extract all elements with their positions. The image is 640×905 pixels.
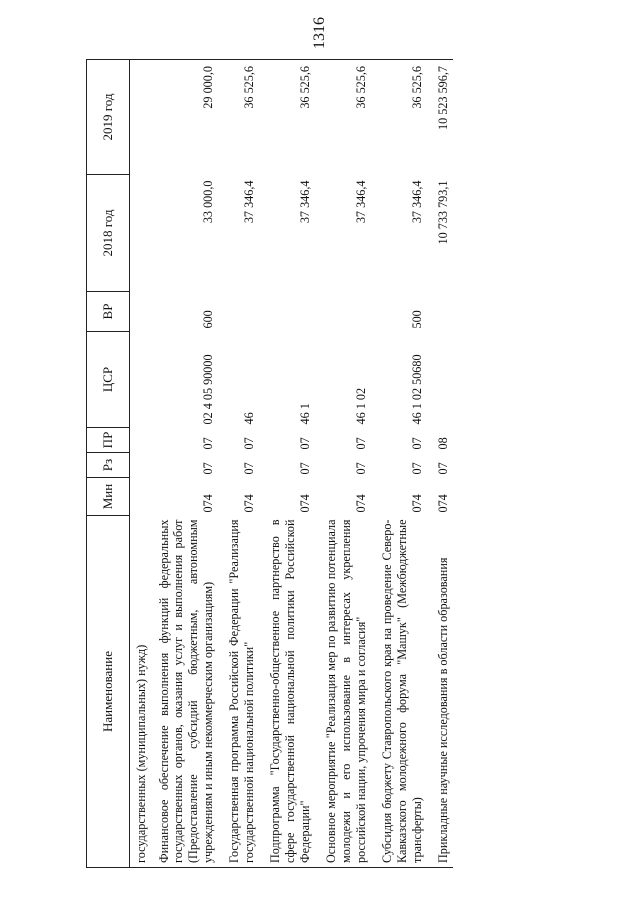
row-min: 074 bbox=[241, 494, 256, 513]
header-rz: Рз bbox=[87, 453, 130, 478]
row-name: Финансовое обеспечение выполнения функций федеральных государственных органов, оказания услуг и выполнения работ (Предоставление субсидий бюджетным, автономным учреждениям и иным некоммерческим организациям) bbox=[155, 516, 218, 868]
row-csr: 46 1 02 bbox=[353, 387, 368, 425]
continuation-text: государственных (муниципальных) нужд) bbox=[130, 516, 155, 868]
row-csr bbox=[434, 332, 453, 428]
row-2019: 29 000,0 bbox=[155, 60, 218, 175]
row-2018: 37 346,4 bbox=[241, 180, 256, 224]
row-rz: 07 bbox=[200, 462, 215, 475]
header-pr: ПР bbox=[87, 428, 130, 453]
row-2018: 37 346,4 bbox=[353, 180, 368, 224]
row-min: 074 bbox=[200, 494, 215, 513]
row-pr: 07 bbox=[409, 437, 424, 450]
table-row bbox=[266, 60, 314, 868]
header-2019: 2019 год bbox=[87, 60, 130, 175]
row-2019: 36 525,6 bbox=[266, 60, 314, 175]
row-name: Прикладные научные исследования в области образования bbox=[434, 516, 453, 868]
row-csr: 46 bbox=[241, 412, 256, 425]
row-csr: 02 4 05 90000 bbox=[200, 354, 215, 425]
row-vr: 600 bbox=[200, 310, 215, 329]
row-rz: 07 bbox=[409, 462, 424, 475]
table-row bbox=[155, 60, 218, 868]
row-2018: 37 346,4 bbox=[409, 180, 424, 224]
row-2019: 10 523 596,7 bbox=[434, 60, 453, 175]
table-row bbox=[225, 60, 258, 868]
page-number-text: 1316 bbox=[311, 17, 328, 49]
header-vr: ВР bbox=[87, 292, 130, 332]
row-pr: 07 bbox=[200, 437, 215, 450]
row-pr: 08 bbox=[436, 437, 451, 450]
row-pr: 07 bbox=[353, 437, 368, 450]
page-number bbox=[0, 18, 640, 48]
row-2018: 37 346,4 bbox=[297, 180, 312, 224]
row-2019: 36 525,6 bbox=[378, 60, 426, 175]
table-header-row bbox=[87, 60, 130, 868]
row-name: Субсидия бюджету Ставропольского края на проведение Северо-Кавказского молодежного форума "Машук" (Межбюджетные трансферты) bbox=[378, 516, 426, 868]
row-2019: 36 525,6 bbox=[322, 60, 370, 175]
table-row bbox=[378, 60, 426, 868]
continuation-row bbox=[130, 60, 155, 868]
row-rz: 07 bbox=[436, 462, 451, 475]
table-row bbox=[434, 60, 453, 868]
row-name: Подпрограмма "Государственно-общественное партнерство в сфере государственной национальной политики Российской Федерации" bbox=[266, 516, 314, 868]
row-vr bbox=[322, 292, 370, 332]
row-csr: 46 1 02 50680 bbox=[409, 354, 424, 425]
row-rz: 07 bbox=[241, 462, 256, 475]
budget-sheet bbox=[86, 60, 586, 868]
row-2019: 36 525,6 bbox=[225, 60, 258, 175]
budget-table bbox=[86, 59, 453, 868]
row-min: 074 bbox=[409, 494, 424, 513]
row-min: 074 bbox=[436, 494, 451, 513]
row-csr: 46 1 bbox=[297, 403, 312, 425]
row-2018: 10 733 793,1 bbox=[436, 180, 451, 245]
header-2018: 2018 год bbox=[87, 175, 130, 292]
header-min: Мин bbox=[87, 478, 130, 516]
row-pr: 07 bbox=[297, 437, 312, 450]
row-vr: 500 bbox=[409, 310, 424, 329]
row-name: Основное мероприятие "Реализация мер по развитию потенциала молодежи и его использование в интересах укрепления российской нации, упрочения мира и согласия" bbox=[322, 516, 370, 868]
row-min: 074 bbox=[353, 494, 368, 513]
row-vr bbox=[434, 292, 453, 332]
row-min: 074 bbox=[297, 494, 312, 513]
row-pr: 07 bbox=[241, 437, 256, 450]
row-2018: 33 000,0 bbox=[200, 180, 215, 224]
row-vr bbox=[266, 292, 314, 332]
table-row bbox=[322, 60, 370, 868]
row-rz: 07 bbox=[297, 462, 312, 475]
row-name: Государственная программа Российской Федерации "Реализация государственной национальной политики" bbox=[225, 516, 258, 868]
row-vr bbox=[225, 292, 258, 332]
header-name: Наименование bbox=[87, 516, 130, 868]
header-csr: ЦСР bbox=[87, 332, 130, 428]
row-rz: 07 bbox=[353, 462, 368, 475]
